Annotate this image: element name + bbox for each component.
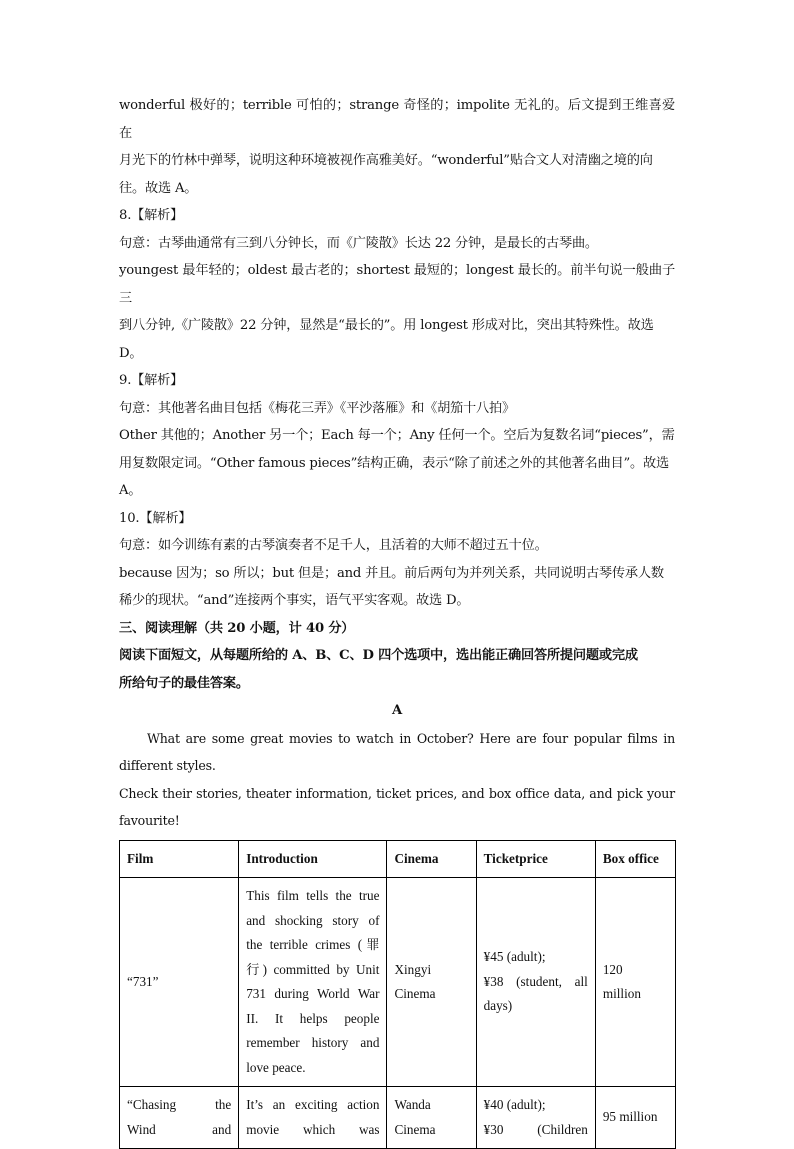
film-introduction: It’s an exciting action movie which was (239, 1087, 387, 1149)
header-cinema: Cinema (387, 840, 476, 878)
paragraph-line: 稀少的现状。“and”连接两个事实，语气平实客观。故选 D。 (119, 587, 675, 615)
paragraph-line: 到八分钟,《广陵散》22 分钟，显然是“最长的”。用 longest 形成对比，突出其特殊性。故选 (119, 312, 675, 340)
answer-heading-9: 9.【解析】 (119, 367, 675, 395)
paragraph-line: A。 (119, 477, 675, 505)
instruction-line: 阅读下面短文，从每题所给的 A、B、C、D 四个选项中，选出能正确回答所提问题或完成 (119, 642, 675, 670)
table-row (120, 1087, 676, 1149)
table-header-row (120, 840, 676, 878)
paragraph-line: 用复数限定词。“Other famous pieces”结构正确，表示“除了前述之外的其他著名曲目”。故选 (119, 450, 675, 478)
answer-heading-8: 8.【解析】 (119, 202, 675, 230)
paragraph-line: 往。故选 A。 (119, 175, 675, 203)
film-title: “731” (120, 878, 239, 1087)
table-row (120, 878, 676, 1087)
box-office: 120 million (595, 878, 675, 1087)
paragraph-line: Other 其他的；Another 另一个；Each 每一个；Any 任何一个。空后为复数名词“pieces”，需 (119, 422, 675, 450)
paragraph-line: because 因为；so 所以；but 但是；and 并且。前后两句为并列关系，共同说明古琴传承人数 (119, 560, 675, 588)
paragraph-line: 句意：古琴曲通常有三到八分钟长，而《广陵散》长达 22 分钟，是最长的古琴曲。 (119, 230, 675, 258)
films-table (119, 840, 676, 1149)
paragraph-line: youngest 最年轻的；oldest 最古老的；shortest 最短的；longest 最长的。前半句说一般曲子三 (119, 257, 675, 312)
paragraph-line: 句意：其他著名曲目包括《梅花三弄》《平沙落雁》和《胡笳十八拍》 (119, 395, 675, 423)
ticket-price: ¥45 (adult); ¥38 (student, all days) (476, 878, 595, 1087)
film-introduction: This film tells the true and shocking story of the terrible crimes (罪 行) committed by Unit 731 during World War II. It helps people remember history and love peace. (239, 878, 387, 1087)
header-ticket-price: Ticketprice (476, 840, 595, 878)
cinema-name: Xingyi Cinema (387, 878, 476, 1087)
header-film: Film (120, 840, 239, 878)
film-title: “Chasing the Wind and (120, 1087, 239, 1149)
paragraph-line: wonderful 极好的；terrible 可怕的；strange 奇怪的；impolite 无礼的。后文提到王维喜爱在 (119, 92, 675, 147)
paragraph-line: D。 (119, 340, 675, 368)
header-box-office: Box office (595, 840, 675, 878)
paragraph-line: 月光下的竹林中弹琴，说明这种环境被视作高雅美好。“wonderful”贴合文人对清幽之境的向 (119, 147, 675, 175)
answer-heading-10: 10.【解析】 (119, 505, 675, 533)
box-office: 95 million (595, 1087, 675, 1149)
cinema-name: Wanda Cinema (387, 1087, 476, 1149)
instruction-line: 所给句子的最佳答案。 (119, 670, 675, 698)
passage-intro: Check their stories, theater information, ticket prices, and box office data, and pick your favourite! (119, 780, 675, 835)
header-introduction: Introduction (239, 840, 387, 878)
paragraph-line: 句意：如今训练有素的古琴演奏者不足千人，且活着的大师不超过五十位。 (119, 532, 675, 560)
passage-intro: What are some great movies to watch in October? Here are four popular films in different styles. (119, 725, 675, 780)
section-heading: 三、阅读理解（共 20 小题，计 40 分） (119, 615, 675, 643)
ticket-price: ¥40 (adult); ¥30 (Children (476, 1087, 595, 1149)
passage-letter: A (119, 697, 675, 725)
document-page (119, 92, 675, 1149)
